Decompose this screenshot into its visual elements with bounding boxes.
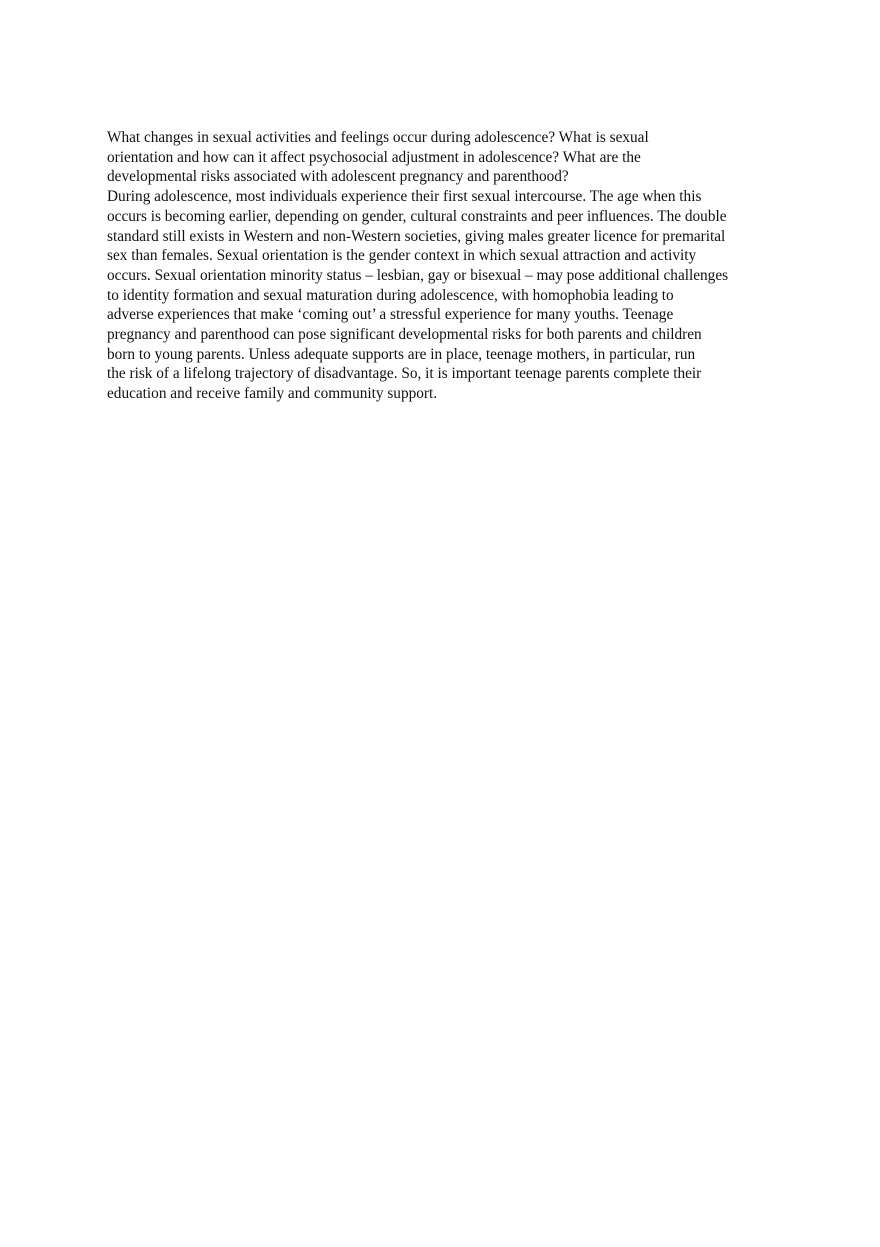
question-line: What changes in sexual activities and feelings occur during adolescence? What is sexual bbox=[107, 129, 649, 146]
answer-line: pregnancy and parenthood can pose significant developmental risks for both parents and children bbox=[107, 326, 702, 344]
answer-line: occurs. Sexual orientation minority status – lesbian, gay or bisexual – may pose additional challenges bbox=[107, 266, 729, 284]
answer-paragraph bbox=[107, 187, 787, 404]
question-paragraph bbox=[107, 128, 787, 187]
answer-line: adverse experiences that make ‘coming out’ a stressful experience for many youths. Teenage bbox=[107, 306, 674, 324]
answer-line: During adolescence, most individuals experience their first sexual intercourse. The age when this bbox=[107, 188, 702, 206]
answer-line: standard still exists in Western and non-Western societies, giving males greater licence for premarital bbox=[107, 227, 726, 245]
answer-line: occurs is becoming earlier, depending on gender, cultural constraints and peer influences. The double bbox=[107, 207, 727, 225]
answer-line: education and receive family and community support. bbox=[107, 385, 438, 403]
answer-line: born to young parents. Unless adequate supports are in place, teenage mothers, in particular, run bbox=[107, 345, 696, 363]
answer-line: to identity formation and sexual maturation during adolescence, with homophobia leading to bbox=[107, 286, 674, 304]
answer-line: sex than females. Sexual orientation is the gender context in which sexual attraction and activity bbox=[107, 247, 697, 265]
question-line: orientation and how can it affect psychosocial adjustment in adolescence? What are the bbox=[107, 148, 641, 166]
answer-line: the risk of a lifelong trajectory of disadvantage. So, it is important teenage parents complete their bbox=[107, 365, 702, 383]
text-block bbox=[107, 128, 787, 404]
question-line: developmental risks associated with adolescent pregnancy and parenthood? bbox=[107, 168, 569, 186]
